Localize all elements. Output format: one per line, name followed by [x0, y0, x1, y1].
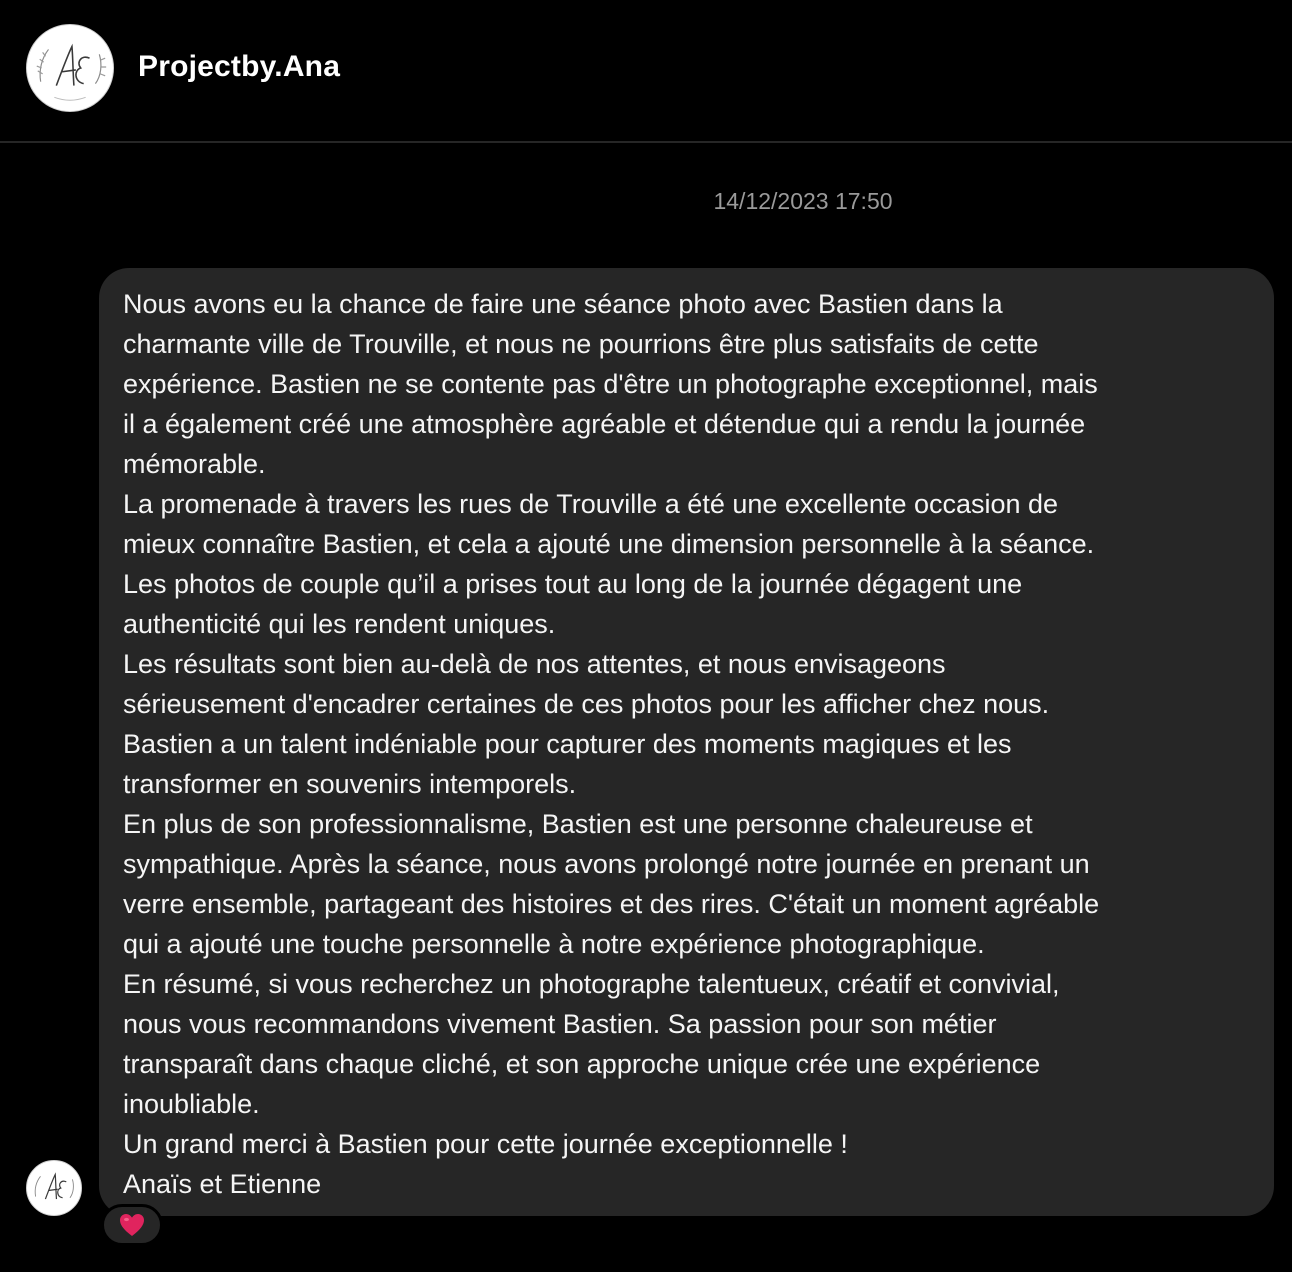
message-line: il a également créé une atmosphère agréable et détendue qui a rendu la journée [123, 409, 1086, 439]
message-line: qui a ajouté une touche personnelle à notre expérience photographique. [123, 929, 985, 959]
ae-monogram-logo-icon [27, 25, 113, 111]
profile-avatar[interactable] [26, 24, 114, 112]
message-line: Anaïs et Etienne [123, 1169, 322, 1199]
message-line: transparaît dans chaque cliché, et son approche unique crée une expérience [123, 1049, 1041, 1079]
message-line: mieux connaître Bastien, et cela a ajouté une dimension personnelle à la séance. [123, 529, 1095, 559]
red-heart-icon [118, 1212, 146, 1238]
message-line: sympathique. Après la séance, nous avons prolongé notre journée en prenant un [123, 849, 1090, 879]
message-line: En résumé, si vous recherchez un photographe talentueux, créatif et convivial, [123, 969, 1060, 999]
message-line: Nous avons eu la chance de faire une séance photo avec Bastien dans la [123, 289, 1003, 319]
chat-header [0, 0, 1292, 143]
message-line: charmante ville de Trouville, et nous ne pourrions être plus satisfaits de cette [123, 329, 1039, 359]
message-line: Bastien a un talent indéniable pour capturer des moments magiques et les [123, 729, 1012, 759]
message-timestamp: 14/12/2023 17:50 [713, 188, 893, 214]
message-line: mémorable. [123, 449, 266, 479]
message-line: La promenade à travers les rues de Trouville a été une excellente occasion de [123, 489, 1059, 519]
message-reaction[interactable] [101, 1204, 163, 1246]
message-line: verre ensemble, partageant des histoires et des rires. C'était un moment agréable [123, 889, 1100, 919]
ae-monogram-logo-icon [27, 1161, 81, 1215]
message-line: En plus de son professionnalisme, Bastien est une personne chaleureuse et [123, 809, 1033, 839]
message-bubble[interactable] [99, 268, 1274, 1216]
message-line: inoubliable. [123, 1089, 260, 1119]
sender-avatar[interactable] [26, 1160, 82, 1216]
message-line: expérience. Bastien ne se contente pas d'être un photographe exceptionnel, mais [123, 369, 1098, 399]
message-line: authenticité qui les rendent uniques. [123, 609, 556, 639]
conversation-title[interactable]: Projectby.Ana [138, 50, 341, 83]
message-line: Les résultats sont bien au-delà de nos attentes, et nous envisageons [123, 649, 946, 679]
message-line: sérieusement d'encadrer certaines de ces photos pour les afficher chez nous. [123, 689, 1050, 719]
message-line: nous vous recommandons vivement Bastien. Sa passion pour son métier [123, 1009, 997, 1039]
message-line: Les photos de couple qu’il a prises tout au long de la journée dégagent une [123, 569, 1023, 599]
message-line: Un grand merci à Bastien pour cette journée exceptionnelle ! [123, 1129, 848, 1159]
message-line: transformer en souvenirs intemporels. [123, 769, 577, 799]
